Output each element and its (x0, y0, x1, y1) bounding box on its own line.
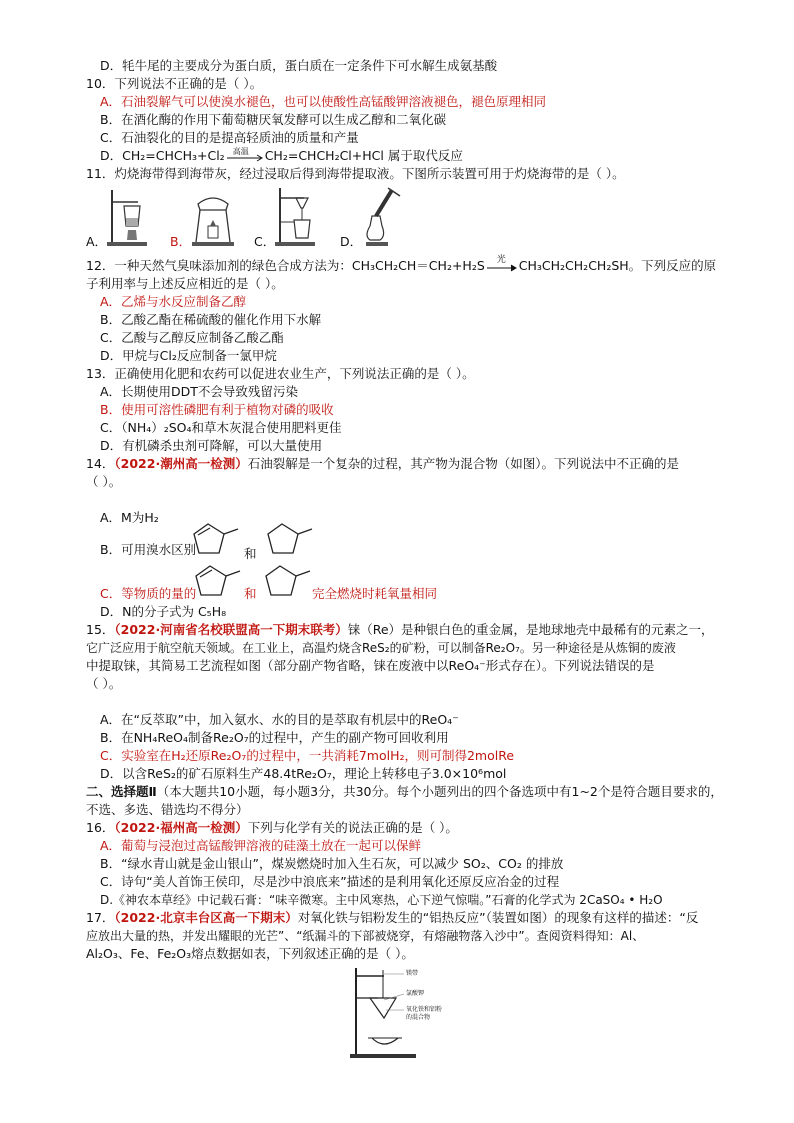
q12-option-c: C．乙酸与乙醇反应制备乙酸乙酯 (100, 330, 284, 345)
q17-thermite-apparatus (348, 964, 458, 1060)
q15-option-d: D．以含ReS₂的矿石原料生产48.4tRe₂O₇，理论上转移电子3.0×10⁶mol (100, 766, 507, 781)
q10-condition: 高温 (232, 146, 249, 156)
q15-stem-line3: 中提取铼，其简易工艺流程如图（部分副产物省略，铼在废液中以ReO₄⁻形式存在）。下列说法错误的是 (86, 658, 655, 673)
q10-option-d (100, 148, 463, 164)
q15-stem-line4: （ ）。 (86, 676, 122, 691)
q14-option-b (100, 542, 196, 558)
q11-option-b-label: B． (170, 234, 192, 249)
q11-option-d-label: D． (340, 234, 363, 249)
q14-option-a: A．M为H₂ (100, 510, 159, 525)
q17-stem-line3: Al₂O₃、Fe、Fe₂O₃熔点数据如表，下列叙述正确的是（ ）。 (86, 946, 414, 961)
q16-number: 16． (86, 820, 115, 835)
section-2-desc: （本大题共10小题，每小题3分，共30分。每个小题列出的四个备选项中有1~2个是符合题目要求的， (156, 784, 723, 799)
q12-stem-post: CH₃CH₂CH₂CH₂SH。下列反应的原 (518, 258, 717, 273)
label-mixture-line2: 的混合物 (406, 1014, 431, 1021)
q12-reaction-arrow (485, 254, 519, 274)
q12-option-b: B．乙酸乙酯在稀硫酸的催化作用下水解 (100, 312, 322, 327)
q11-option-c-label: C． (254, 234, 276, 249)
q14-text: 石油裂解是一个复杂的过程，其产物为混合物（如图）。下列说法中不正确的是 (247, 456, 679, 471)
q12-condition: 光 (496, 254, 506, 265)
q17-stem-line1 (86, 910, 698, 926)
q14-c-and: 和 (244, 586, 257, 601)
q14-stem (86, 456, 679, 472)
section-2-heading (86, 784, 723, 800)
q13-stem: 13．正确使用化肥和农药可以促进农业生产，下列说法正确的是（ ）。 (86, 366, 475, 381)
q15-option-b: B．在NH₄ReO₄制备Re₂O₇的过程中，产生的副产物可回收利用 (100, 730, 449, 745)
q16-option-c: C．诗句“美人首饰王侯印，尽是沙中浪底来”描述的是利用氧化还原反应冶金的过程 (100, 874, 560, 889)
q12-stem-pre: 12．一种天然气臭味添加剂的绿色合成方法为：CH₃CH₂CH＝CH₂+H₂S (86, 258, 485, 273)
q13-option-d: D．有机磷杀虫剂可降解，可以大量使用 (100, 438, 323, 453)
q17-stem-line2: 应放出大量的热，并发出耀眼的光芒”、“纸漏斗的下部被烧穿，有熔融物落入沙中”。查阅资料得知：Al、 (86, 929, 645, 943)
q14-option-d: D．N的分子式为 C₅H₈ (100, 604, 227, 619)
cyclopentane-structure-icon-2 (262, 562, 314, 602)
cyclopentene-structure-icon-2 (192, 562, 244, 602)
q13-option-b: B．使用可溶性磷肥有利于植物对磷的吸收 (100, 402, 334, 417)
q10-d-reactants: D．CH₂=CHCH₃+Cl₂ (100, 148, 225, 163)
q11-apparatus-a-icon (106, 186, 152, 248)
q14-option-b-text: B．可用溴水区别 (100, 542, 197, 557)
q10-stem: 10．下列说法不正确的是（ ）。 (86, 76, 263, 91)
cyclopentane-structure-icon (264, 520, 316, 560)
q15-stem-line2: 它广泛应用于航空航天领域。在工业上，高温灼烧含ReS₂的矿粉，可以制备Re₂O₇。另一种途径是从炼铜的废液 (86, 641, 676, 655)
q15-text: 铼（Re）是种银白色的重金属，是地球地壳中最稀有的元素之一， (347, 622, 714, 637)
q17-number: 17． (86, 910, 115, 925)
q13-option-c: C．（NH₄）₂SO₄和草木灰混合使用肥料更佳 (100, 420, 342, 435)
q12-stem-line2: 子利用率与上述反应相近的是（ ）。 (86, 276, 284, 291)
q16-option-a: A．葡萄与浸泡过高锰酸钾溶液的硅藻土放在一起可以保鲜 (100, 838, 422, 853)
q14-b-and: 和 (244, 546, 257, 561)
q15-stem-line1 (86, 622, 714, 638)
label-potassium-chlorate: 氯酸钾 (406, 990, 425, 997)
section-2-desc-line2: 不选、多选、错选均不得分） (86, 802, 249, 817)
q11-apparatus-d-icon (358, 186, 412, 248)
q14-number: 14． (86, 456, 115, 471)
q11-apparatus-c-icon (274, 186, 320, 248)
q14-source: （2022·潮州高一检测） (114, 456, 248, 471)
cyclopentene-structure-icon (190, 520, 242, 560)
q16-stem (86, 820, 458, 836)
q12-option-a: A．乙烯与水反应制备乙醇 (100, 294, 247, 309)
q12-stem-line1 (86, 254, 717, 274)
q15-number: 15． (86, 622, 115, 637)
q15-option-a: A．在“反萃取”中，加入氨水、水的目的是萃取有机层中的ReO₄⁻ (100, 712, 459, 727)
q15-source: （2022·河南省名校联盟高一下期末联考） (114, 622, 348, 637)
q12-option-d: D．甲烷与Cl₂反应制备一氯甲烷 (100, 348, 277, 363)
q14-c-post: 完全燃烧时耗氧量相同 (312, 586, 438, 601)
q13-option-a: A．长期使用DDT不会导致残留污染 (100, 384, 298, 399)
label-magnesium-ribbon: 镁带 (406, 970, 419, 977)
q10-d-products: CH₂=CHCH₂Cl+HCl 属于取代反应 (264, 148, 463, 163)
q16-option-b: B．“绿水青山就是金山银山”，煤炭燃烧时加入生石灰，可以减少 SO₂、CO₂ 的排放 (100, 856, 564, 871)
q10-option-b: B．在酒化酶的作用下葡萄糖厌氧发酵可以生成乙醇和二氧化碳 (100, 112, 447, 127)
q16-source: （2022·福州高一检测） (114, 820, 248, 835)
q15-option-c: C．实验室在H₂还原Re₂O₇的过程中，一共消耗7molH₂，则可制得2molRe (100, 748, 515, 763)
q10-option-a: A．石油裂解气可以使溴水褪色，也可以使酸性高锰酸钾溶液褪色，褪色原理相同 (100, 94, 547, 109)
q11-option-a-label: A． (86, 234, 108, 249)
q14-option-c: C．等物质的量的 (100, 586, 197, 601)
q16-text: 下列与化学有关的说法正确的是（ ）。 (247, 820, 458, 835)
q17-source: （2022·北京丰台区高一下期末） (114, 910, 298, 925)
q17-text: 对氧化铁与铝粉发生的“铝热反应”（装置如图）的现象有这样的描述：“反 (297, 910, 699, 925)
q10-option-c: C．石油裂化的目的是提高轻质油的质量和产量 (100, 130, 359, 145)
q14-stem-line2: （ ）。 (86, 474, 122, 489)
section-2-title: 二、选择题Ⅱ (86, 784, 157, 799)
q11-apparatus-b-icon (190, 186, 236, 248)
q11-stem: 11．灼烧海带得到海带灰，经过浸取后得到海带提取液。下图所示装置可用于灼烧海带的是（ ）。 (86, 166, 625, 181)
q9-option-d: D．牦牛尾的主要成分为蛋白质，蛋白质在一定条件下可水解生成氨基酸 (100, 58, 498, 73)
q10-reaction-arrow (225, 146, 265, 164)
label-mixture-line1: 氧化铁和铝粉 (406, 1006, 443, 1013)
q11-apparatus-row (86, 186, 686, 250)
q16-option-d: D.《神农本草经》中记载石膏：“味辛微寒。主中风寒热，心下逆气惊喘。”石膏的化学式为 2CaSO₄ • H₂O (100, 893, 663, 907)
